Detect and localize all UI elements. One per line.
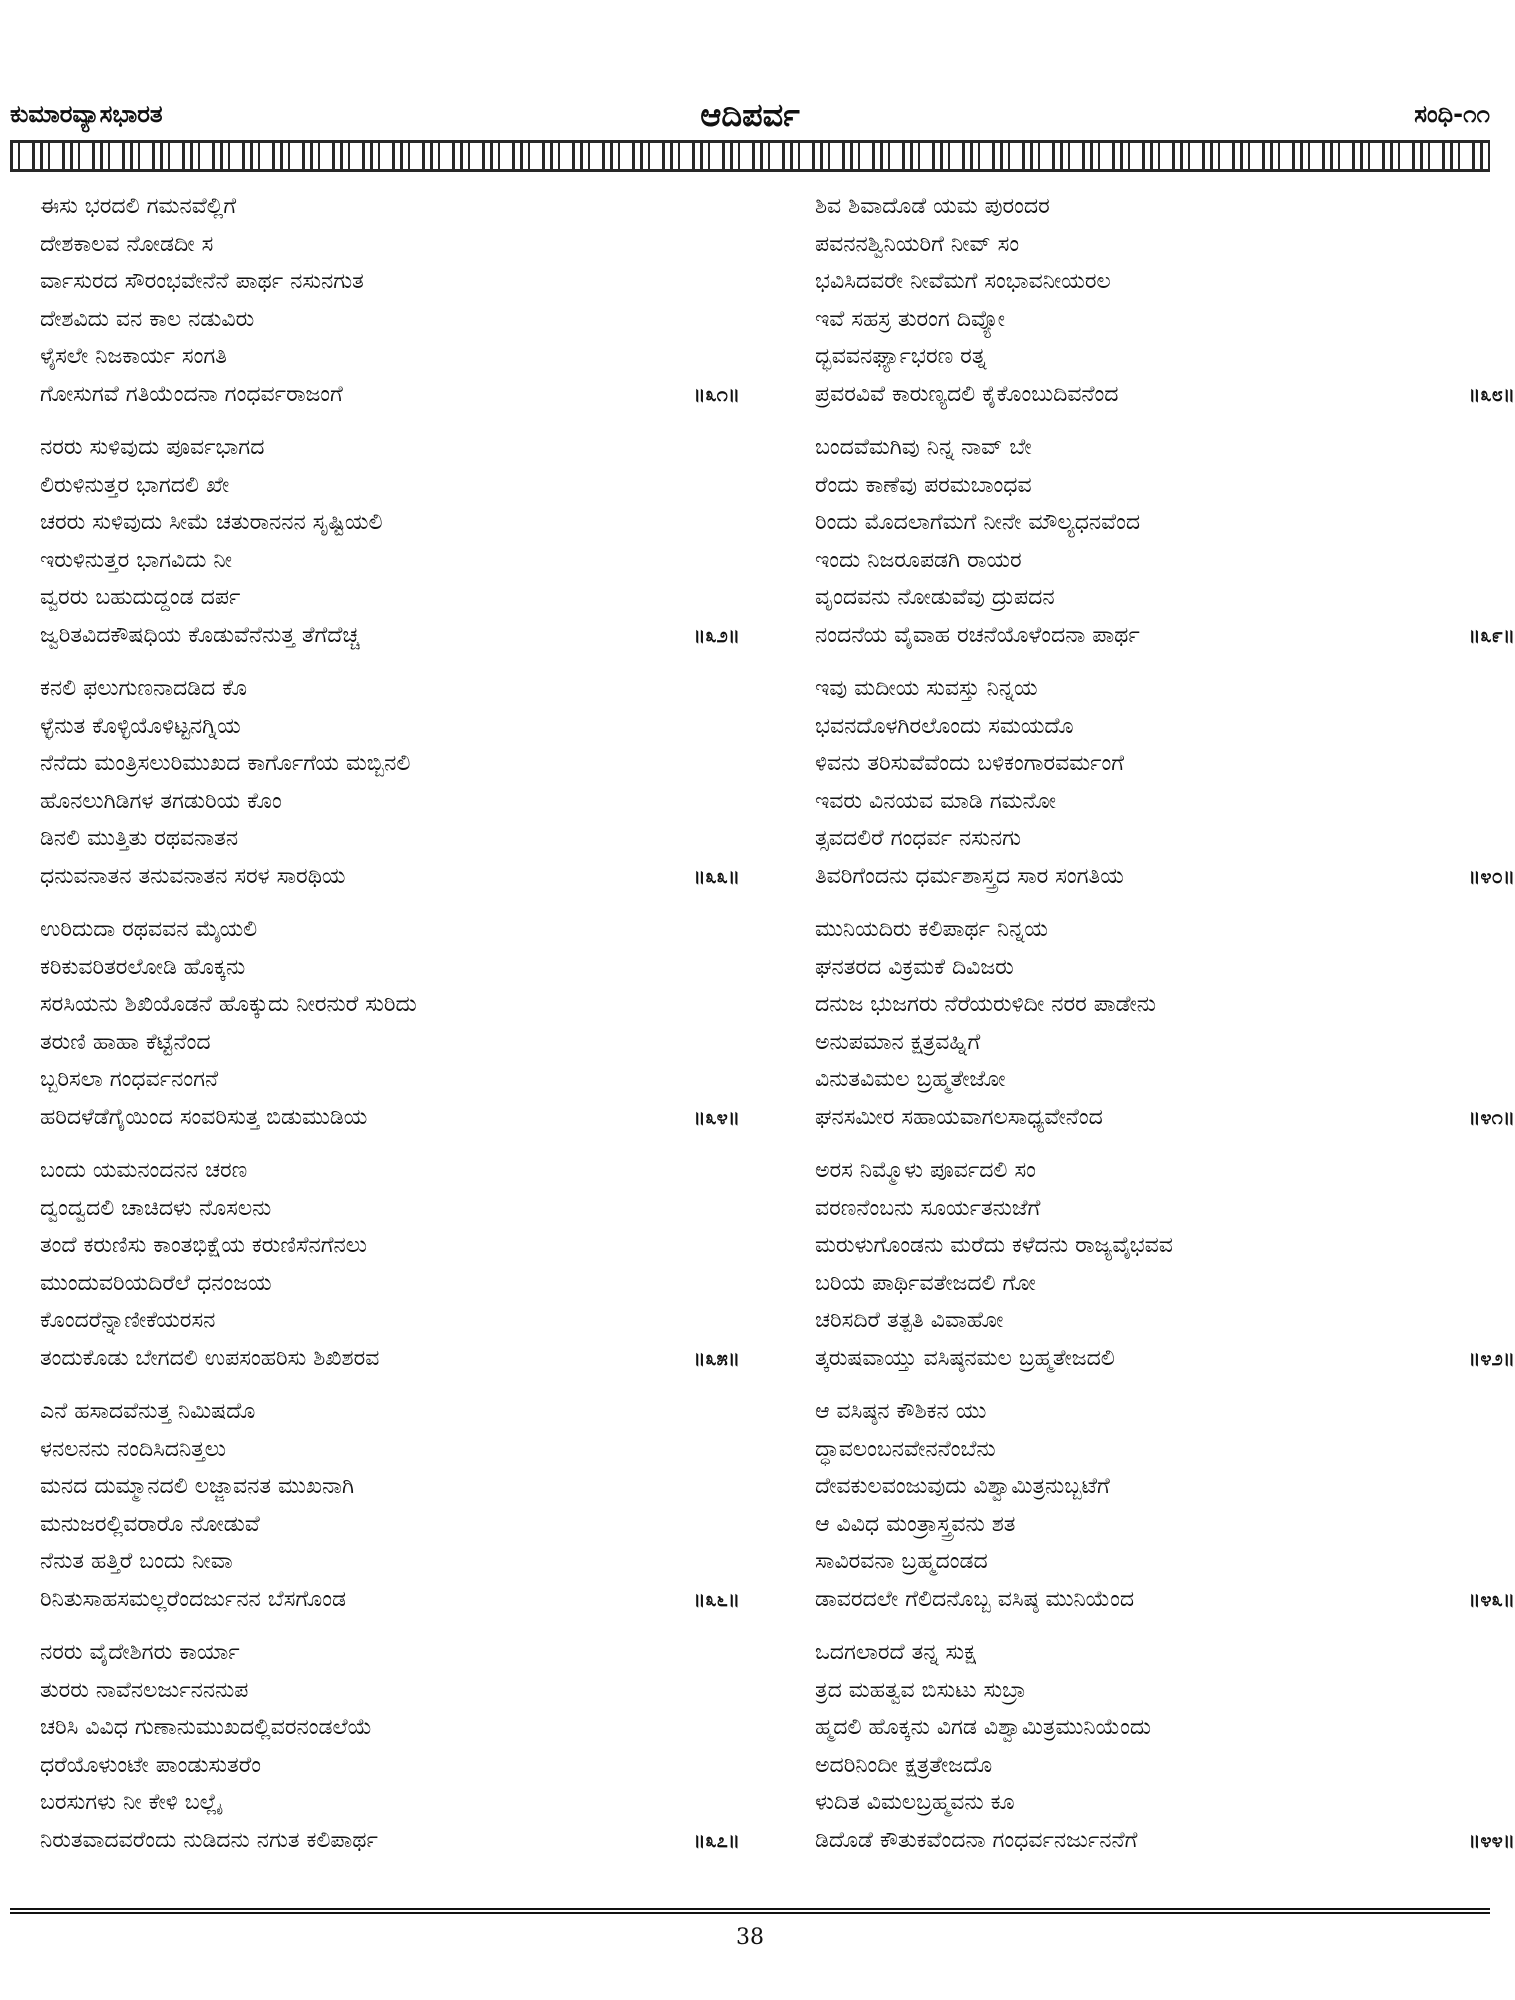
- verse-line: [40, 1634, 740, 1672]
- stanza: [815, 188, 1515, 429]
- verse-line: [815, 986, 1515, 1024]
- verse-line: [40, 263, 740, 301]
- verse-line: [40, 504, 740, 542]
- verse-line: [40, 1709, 740, 1747]
- verse-line: [815, 1431, 1515, 1469]
- verse-line-text: ದೇಶಕಾಲವ ನೋಡದೀ ಸ: [40, 231, 214, 257]
- verse-line-text: ಸಾವಿರವನಾ ಬ್ರಹ್ಮದಂಡದ: [815, 1549, 988, 1574]
- verse-line-text: ದ್ವಂದ್ವದಲಿ ಚಾಚಿದಳು ನೊಸಲನು: [40, 1195, 272, 1221]
- verse-line: [40, 1265, 740, 1303]
- verse-line-text: ಘನಸಮೀರ ಸಹಾಯವಾಗಲಸಾಧ್ಯವೇನೆಂದ: [815, 1104, 1103, 1130]
- stanza-number: ॥೩೪॥: [693, 1104, 740, 1129]
- verse-line: [815, 263, 1515, 301]
- stanza: [815, 1152, 1515, 1393]
- verse-line: [815, 1672, 1515, 1710]
- verse-line: [815, 1581, 1515, 1619]
- verse-line-text: ಭವಿಸಿದವರೇ ನೀವೆಮಗೆ ಸಂಭಾವನೀಯರಲ: [815, 269, 1111, 294]
- stanza-number: ॥೪೦॥: [1468, 863, 1515, 888]
- verse-line-text: ಇರುಳಿನುತ್ತರ ಭಾಗವಿದು ನೀ: [40, 547, 232, 573]
- verse-line-text: ಇವು ಮದೀಯ ಸುವಸ್ತು ನಿನ್ನಯ: [815, 676, 1038, 701]
- verse-line: [815, 1061, 1515, 1099]
- verse-line-text: ವ್ವರರು ಬಹುದುದ್ದಂಡ ದರ್ಪ: [40, 585, 241, 610]
- verse-line: [40, 745, 740, 783]
- verse-line: [40, 1061, 740, 1099]
- verse-line: [815, 1784, 1515, 1822]
- verse-line: [815, 338, 1515, 376]
- verse-line-text: ದ್ಧಾವಲಂಬನವೇನನೆಂಬೆನು: [815, 1436, 996, 1462]
- stanza-number: ॥೩೧॥: [693, 381, 740, 406]
- verse-line-text: ತಂದೆ ಕರುಣಿಸು ಕಾಂತಭಿಕ್ಷೆಯ ಕರುಣಿಸೆನಗೆನಲು: [40, 1233, 368, 1258]
- left-column: [40, 188, 740, 1878]
- verse-line: [40, 579, 740, 617]
- verse-line: [40, 911, 740, 949]
- verse-line: [815, 1099, 1515, 1137]
- decorative-border: [10, 140, 1490, 172]
- verse-line: [815, 858, 1515, 896]
- verse-line: [815, 1709, 1515, 1747]
- stanza: [815, 1634, 1515, 1875]
- verse-line: [815, 226, 1515, 264]
- verse-line: [40, 1581, 740, 1619]
- stanza: [40, 1393, 740, 1634]
- verse-line-text: ವಿನುತವಿಮಲ ಬ್ರಹ್ಮತೇಜೋ: [815, 1067, 1006, 1092]
- verse-line-text: ಅದರಿನಿಂದೀ ಕ್ಷತ್ರತೇಜದೊ: [815, 1752, 993, 1778]
- stanza-number: ॥೩೩॥: [693, 863, 740, 888]
- verse-line: [40, 376, 740, 414]
- verse-line-text: ವೃಂದವನು ನೋಡುವೆವು ದ್ರುಪದನ: [815, 585, 1055, 610]
- verse-line-text: ಆ ವಸಿಷ್ಠನ ಕೌಶಿಕನ ಯು: [815, 1399, 987, 1424]
- verse-line-text: ಭವನದೊಳಗಿರಲೊಂದು ಸಮಯದೊ: [815, 713, 1074, 739]
- verse-line: [40, 949, 740, 987]
- verse-line: [40, 1506, 740, 1544]
- verse-line: [815, 708, 1515, 746]
- verse-line-text: ಧನುವನಾತನ ತನುವನಾತನ ಸರಳ ಸಾರಥಿಯ: [40, 863, 346, 889]
- verse-line-text: ಇವರು ವಿನಯವ ಮಾಡಿ ಗಮನೋ: [815, 788, 1057, 814]
- verse-line: [40, 1784, 740, 1822]
- verse-line-text: ತ್ರದ ಮಹತ್ವವ ಬಿಸುಟು ಸುಬ್ರಾ: [815, 1677, 1026, 1703]
- verse-line: [815, 1340, 1515, 1378]
- verse-line: [40, 1431, 740, 1469]
- verse-line: [40, 986, 740, 1024]
- verse-line-text: ಳುದಿತ ವಿಮಲಬ್ರಹ್ಮವನು ಕೂ: [815, 1790, 1015, 1815]
- verse-line-text: ರಿನಿತುಸಾಹಸಮಲ್ಲರೆಂದರ್ಜುನನ ಬೆಸಗೊಂಡ: [40, 1586, 346, 1612]
- verse-line-text: ಧರೆಯೊಳುಂಟೇ ಪಾಂಡುಸುತರೆಂ: [40, 1752, 261, 1778]
- verse-line-text: ಲಿರುಳಿನುತ್ತರ ಭಾಗದಲಿ ಖೇ: [40, 472, 230, 498]
- verse-line: [40, 226, 740, 264]
- verse-line: [815, 1543, 1515, 1581]
- verse-line-text: ತ್ಕರುಷವಾಯ್ತು ವಸಿಷ್ಠನಮಲ ಬ್ರಹ್ಮತೇಜದಲಿ: [815, 1345, 1115, 1371]
- verse-line: [815, 504, 1515, 542]
- verse-line: [815, 188, 1515, 226]
- verse-line-text: ಮುಂದುವರಿಯದಿರೆಲೆ ಧನಂಜಯ: [40, 1270, 272, 1296]
- stanza: [815, 429, 1515, 670]
- verse-line-text: ನಿರುತವಾದವರೆಂದು ನುಡಿದನು ನಗುತ ಕಲಿಪಾರ್ಥ: [40, 1827, 378, 1853]
- stanza-number: ॥೪೪॥: [1468, 1827, 1515, 1852]
- verse-line: [40, 542, 740, 580]
- verse-line-text: ದೇವಕುಲವಂಜುವುದು ವಿಶ್ವಾಮಿತ್ರನುಬ್ಬಟೆಗೆ: [815, 1474, 1110, 1499]
- verse-line-text: ತರುಣಿ ಹಾಹಾ ಕೆಟ್ಟೆನೆಂದ: [40, 1029, 211, 1055]
- verse-line-text: ಬರಿಯ ಪಾರ್ಥಿವತೇಜದಲಿ ಗೋ: [815, 1270, 1036, 1296]
- verse-line-text: ಆ ವಿವಿಧ ಮಂತ್ರಾಸ್ತ್ರವನು ಶತ: [815, 1511, 1016, 1537]
- verse-line-text: ಹ್ಮದಲಿ ಹೊಕ್ಕನು ವಿಗಡ ವಿಶ್ವಾಮಿತ್ರಮುನಿಯೆಂದು: [815, 1715, 1152, 1740]
- stanza-number: ॥೪೩॥: [1468, 1586, 1515, 1611]
- verse-line: [815, 1227, 1515, 1265]
- stanza: [40, 911, 740, 1152]
- verse-line: [815, 949, 1515, 987]
- verse-line: [40, 1302, 740, 1340]
- verse-line: [815, 1152, 1515, 1190]
- verse-line-text: ಚರರು ಸುಳಿವುದು ಸೀಮೆ ಚತುರಾನನನ ಸೃಷ್ಟಿಯಲಿ: [40, 510, 383, 535]
- verse-line: [815, 1506, 1515, 1544]
- verse-line-text: ಅನುಪಮಾನ ಕ್ಷತ್ರವಹ್ನಿಗೆ: [815, 1029, 981, 1055]
- verse-line: [815, 745, 1515, 783]
- page-header: [0, 96, 1500, 140]
- verse-line: [40, 1340, 740, 1378]
- verse-line-text: ಬಂದವೆಮಗಿವು ನಿನ್ನ ನಾವ್ ಬೇ: [815, 435, 1032, 460]
- verse-line: [815, 1024, 1515, 1062]
- verse-line-text: ಳನಲನನು ನಂದಿಸಿದನಿತ್ತಲು: [40, 1436, 226, 1462]
- verse-line-text: ಮರುಳುಗೊಂಡನು ಮರೆದು ಕಳೆದನು ರಾಜ್ಯವೈಭವವ: [815, 1233, 1173, 1258]
- stanza: [40, 1152, 740, 1393]
- verse-line-text: ಘನತರದ ವಿಕ್ರಮಕೆ ದಿವಿಜರು: [815, 954, 1014, 980]
- verse-line: [40, 1822, 740, 1860]
- right-column: [815, 188, 1515, 1878]
- verse-line-text: ಡಾವರದಲೇ ಗೆಲಿದನೊಬ್ಬ ವಸಿಷ್ಠ ಮುನಿಯೆಂದ: [815, 1586, 1135, 1612]
- stanza: [40, 1634, 740, 1875]
- verse-line-text: ತಿವರಿಗೆಂದನು ಧರ್ಮಶಾಸ್ತ್ರದ ಸಾರ ಸಂಗತಿಯ: [815, 863, 1124, 889]
- verse-line: [40, 1747, 740, 1785]
- verse-line: [815, 1747, 1515, 1785]
- verse-line: [815, 820, 1515, 858]
- verse-line-text: ಎನೆ ಹಸಾದವೆನುತ್ತ ನಿಮಿಷದೊ: [40, 1399, 256, 1424]
- verse-line: [40, 1227, 740, 1265]
- verse-line: [815, 376, 1515, 414]
- verse-line: [815, 579, 1515, 617]
- verse-line-text: ದ್ಭವವನರ್ಘ್ಯಾಭರಣ ರತ್ನ: [815, 344, 987, 369]
- stanza-number: ॥೩೯॥: [1468, 622, 1515, 647]
- verse-line-text: ಒದಗಲಾರದೆ ತನ್ನ ಸುಕ್ಷ: [815, 1640, 977, 1665]
- book-title: ಕುಮಾರವ್ಯಾಸಭಾರತ: [10, 100, 163, 128]
- verse-line-text: ಬಂದು ಯಮನಂದನನ ಚರಣ: [40, 1158, 248, 1183]
- verse-line-text: ಇಂದು ನಿಜರೂಪಡಗಿ ರಾಯರ: [815, 547, 1022, 573]
- verse-line: [40, 858, 740, 896]
- verse-line-text: ಡಿದೊಡೆ ಕೌತುಕವೆಂದನಾ ಗಂಧರ್ವನರ್ಜುನನೆಗೆ: [815, 1827, 1138, 1853]
- stanza-number: ॥೩೭॥: [693, 1827, 740, 1852]
- verse-line: [40, 783, 740, 821]
- page-number: 38: [736, 1925, 764, 1950]
- verse-line-text: ಮುನಿಯದಿರು ಕಲಿಪಾರ್ಥ ನಿನ್ನಯ: [815, 917, 1048, 942]
- verse-line: [40, 1393, 740, 1431]
- verse-line: [815, 1468, 1515, 1506]
- verse-line-text: ಸರಸಿಯನು ಶಿಖಿಯೊಡನೆ ಹೊಕ್ಕುದು ನೀರನುರೆ ಸುರಿದು: [40, 992, 417, 1017]
- verse-line-text: ಕನಲಿ ಫಲುಗುಣನಾದಡಿದ ಕೊ: [40, 676, 248, 701]
- stanza: [40, 429, 740, 670]
- stanza-number: ॥೩೫॥: [693, 1345, 740, 1370]
- verse-line: [815, 1393, 1515, 1431]
- stanza-number: ॥೩೬॥: [693, 1586, 740, 1611]
- verse-line: [40, 1099, 740, 1137]
- verse-line-text: ಹರಿದಳೆಡೆಗೈಯಿಂದ ಸಂವರಿಸುತ್ತ ಬಿಡುಮುಡಿಯ: [40, 1104, 368, 1130]
- verse-line: [815, 617, 1515, 655]
- verse-line: [40, 1543, 740, 1581]
- verse-line-text: ಬ್ಬರಿಸಲಾ ಗಂಧರ್ವನಂಗನೆ: [40, 1067, 219, 1092]
- stanza-number: ॥೩೮॥: [1468, 381, 1515, 406]
- verse-line: [40, 188, 740, 226]
- verse-line: [40, 1024, 740, 1062]
- verse-line-text: ಹೊನಲುಗಿಡಿಗಳ ತಗಡುರಿಯ ಕೊಂ: [40, 788, 282, 814]
- stanza-number: ॥೩೨॥: [693, 622, 740, 647]
- stanza-number: ॥೪೨॥: [1468, 1345, 1515, 1370]
- verse-line-text: ದೇಶವಿದು ವನ ಕಾಲ ನಡುವಿರು: [40, 306, 255, 332]
- verse-line: [815, 1822, 1515, 1860]
- verse-line: [40, 1468, 740, 1506]
- verse-line: [815, 301, 1515, 339]
- verse-line-text: ನೆನೆದು ಮಂತ್ರಿಸಲುರಿಮುಖದ ಕಾರ್ಗೊಗೆಯ ಮಬ್ಬಿನಲಿ: [40, 751, 411, 776]
- verse-line-text: ಮನುಜರಲ್ಲಿವರಾರೊ ನೋಡುವೆ: [40, 1511, 260, 1537]
- verse-line: [40, 301, 740, 339]
- verse-line: [40, 820, 740, 858]
- verse-line: [40, 708, 740, 746]
- verse-line: [815, 911, 1515, 949]
- verse-line-text: ಉರಿದುದಾ ರಥವವನ ಮೈಯಲಿ: [40, 917, 258, 942]
- verse-line-text: ಕೊಂದರೆನ್ನಾಣೀಕೆಯರಸನ: [40, 1308, 216, 1333]
- verse-line-text: ತುರರು ನಾವೆನಲರ್ಜುನನನುಪ: [40, 1677, 249, 1703]
- verse-line-text: ರಿಂದು ಮೊದಲಾಗೆಮಗೆ ನೀನೇ ಮೌಲ್ಯಧನವೆಂದ: [815, 510, 1141, 535]
- verse-line-text: ನರರು ವೈದೇಶಿಗರು ಕಾರ್ಯಾ: [40, 1640, 240, 1665]
- verse-line: [40, 617, 740, 655]
- stanza: [815, 1393, 1515, 1634]
- verse-line-text: ತ್ಸವದಲಿರೆ ಗಂಧರ್ವ ನಸುನಗು: [815, 826, 1022, 851]
- verse-line-text: ಡಿನಲಿ ಮುತ್ತಿತು ರಥವನಾತನ: [40, 826, 239, 851]
- verse-line: [815, 1302, 1515, 1340]
- verse-line: [40, 670, 740, 708]
- footer-rule: [10, 1908, 1490, 1914]
- verse-line-text: ಈಸು ಭರದಲಿ ಗಮನವೆಲ್ಲಿಗೆ: [40, 194, 237, 219]
- verse-line: [40, 429, 740, 467]
- verse-line-text: ನರರು ಸುಳಿವುದು ಪೂರ್ವಭಾಗದ: [40, 435, 265, 460]
- stanza: [815, 911, 1515, 1152]
- verse-line-text: ಳೈಸಲೇ ನಿಜಕಾರ್ಯ ಸಂಗತಿ: [40, 344, 227, 369]
- stanza: [40, 188, 740, 429]
- verse-line: [40, 467, 740, 505]
- verse-line: [815, 429, 1515, 467]
- verse-line-text: ಶಿವ ಶಿವಾದೊಡೆ ಯಮ ಪುರಂದರ: [815, 194, 1050, 219]
- verse-line-text: ಇವೆ ಸಹಸ್ರ ತುರಂಗ ದಿವ್ಯೋ: [815, 306, 1005, 332]
- verse-line-text: ಚರಿಸದಿರೆ ತತ್ಪತಿ ವಿವಾಹೋ: [815, 1308, 1004, 1333]
- verse-line-text: ಮನದ ದುಮ್ಮಾನದಲಿ ಲಜ್ಜಾವನತ ಮುಖನಾಗಿ: [40, 1474, 354, 1499]
- verse-line-text: ಳ್ಳೆನುತ ಕೊಳ್ಳಿಯೊಳಿಟ್ಟನಗ್ನಿಯ: [40, 713, 241, 739]
- verse-line-text: ರೆಂದು ಕಾಣೆವು ಪರಮಬಾಂಧವ: [815, 472, 1032, 498]
- verse-line-text: ಳಿವನು ತರಿಸುವೆವೆಂದು ಬಳಿಕಂಗಾರವರ್ಮಂಗೆ: [815, 751, 1125, 776]
- verse-line-text: ದನುಜ ಭುಜಗರು ನೆರೆಯರುಳಿದೀ ನರರ ಪಾಡೇನು: [815, 992, 1157, 1017]
- section-title: ಆದಿಪರ್ವ: [700, 96, 800, 134]
- stanza-number: ॥೪೧॥: [1468, 1104, 1515, 1129]
- verse-line: [815, 1265, 1515, 1303]
- verse-line-text: ಪವನನಶ್ವಿನಿಯರಿಗೆ ನೀವ್ ಸಂ: [815, 231, 1020, 257]
- verse-line-text: ಜ್ವರಿತವಿದಕೌಷಧಿಯ ಕೊಡುವೆನೆನುತ್ತ ತೆಗೆದೆಚ್ಚ: [40, 622, 360, 648]
- verse-line: [815, 1634, 1515, 1672]
- verse-line: [815, 670, 1515, 708]
- verse-line: [815, 542, 1515, 580]
- verse-line: [40, 338, 740, 376]
- verse-line-text: ನಂದನೆಯ ವೈವಾಹ ರಚನೆಯೊಳೆಂದನಾ ಪಾರ್ಥ: [815, 622, 1140, 648]
- verse-line: [815, 783, 1515, 821]
- verse-line: [815, 467, 1515, 505]
- verse-line-text: ನೆನುತ ಹತ್ತಿರೆ ಬಂದು ನೀವಾ: [40, 1549, 233, 1574]
- verse-line: [40, 1152, 740, 1190]
- verse-line-text: ಗೋಸುಗವೆ ಗತಿಯೆಂದನಾ ಗಂಧರ್ವರಾಜಂಗೆ: [40, 381, 343, 407]
- verse-line-text: ತಂದುಕೊಡು ಬೇಗದಲಿ ಉಪಸಂಹರಿಸು ಶಿಖಿಶರವ: [40, 1345, 380, 1371]
- verse-line-text: ಅರಸ ನಿಮ್ಮೊಳು ಪೂರ್ವದಲಿ ಸಂ: [815, 1158, 1036, 1183]
- stanza: [40, 670, 740, 911]
- verse-line: [815, 1190, 1515, 1228]
- stanza: [815, 670, 1515, 911]
- verse-line-text: ಬರಸುಗಳು ನೀ ಕೇಳಿ ಬಲ್ಲೈ: [40, 1790, 222, 1815]
- verse-line-text: ಪ್ರವರವಿವೆ ಕಾರುಣ್ಯದಲಿ ಕೈಕೊಂಬುದಿವನೆಂದ: [815, 381, 1119, 407]
- verse-line-text: ವರಣನೆಂಬನು ಸೂರ್ಯತನುಜೆಗೆ: [815, 1195, 1041, 1221]
- verse-line-text: ಕರಿಕುವರಿತರಲೋಡಿ ಹೊಕ್ಕನು: [40, 954, 246, 980]
- verse-line: [40, 1672, 740, 1710]
- verse-line-text: ಚರಿಸಿ ವಿವಿಧ ಗುಣಾನುಮುಖದಲ್ಲಿವರನಂಡಲೆಯೆ: [40, 1715, 373, 1740]
- verse-line: [40, 1190, 740, 1228]
- canto-label: ಸಂಧಿ-೧೧: [1414, 100, 1490, 128]
- verse-line-text: ರ್ವಾಸುರದ ಸೌರಂಭವೇನೆನೆ ಪಾರ್ಥ ನಸುನಗುತ: [40, 269, 364, 294]
